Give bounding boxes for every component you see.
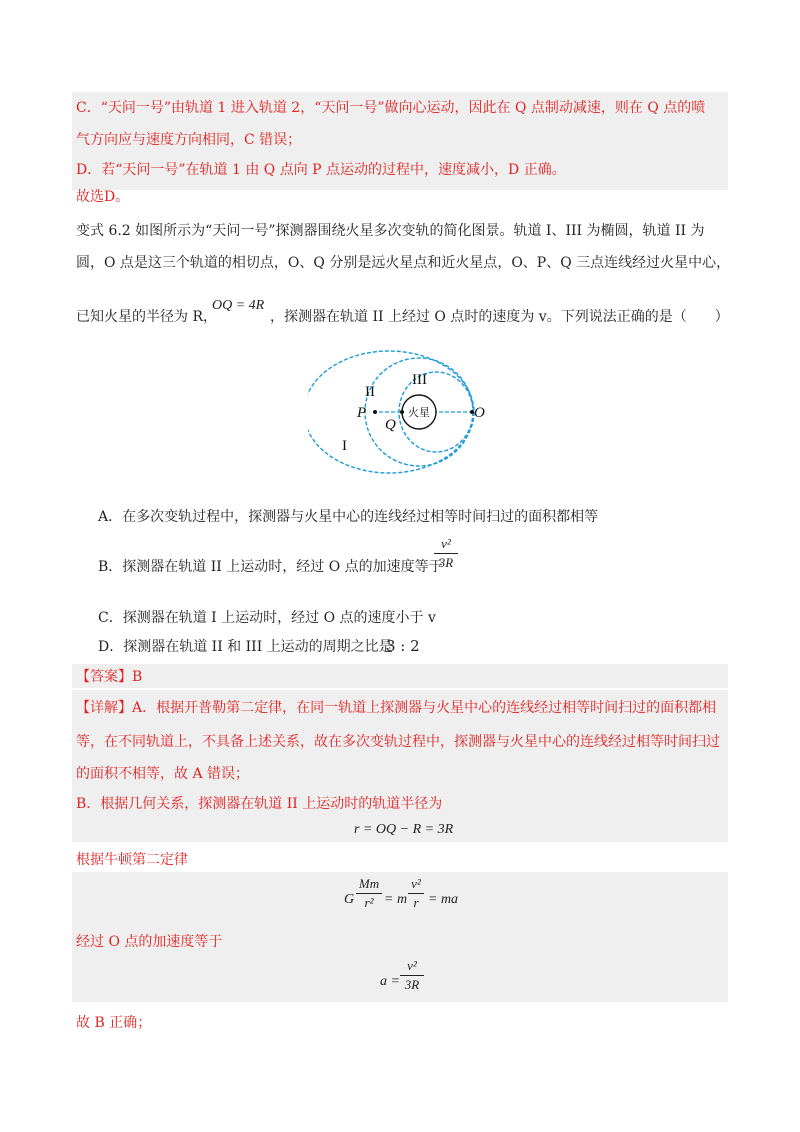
label-iii: III: [412, 372, 427, 388]
option-b-denominator: 3R: [438, 555, 454, 570]
label-p: P: [357, 405, 367, 421]
eq-v2r-fraction: v² r: [408, 876, 424, 911]
label-q: Q: [385, 417, 396, 433]
mars-label: 火星: [408, 407, 430, 419]
option-b-text: B．探测器在轨道 II 上运动时，经过 O 点的加速度等于: [98, 559, 443, 575]
option-b-numerator: v²: [441, 536, 451, 551]
detail-line3: 的面积不相等，故 A 错误；: [76, 766, 250, 782]
answer-c-line2: 气方向应与速度方向相同，C 错误；: [76, 132, 302, 148]
answer-label: 【答案】B: [76, 669, 143, 685]
label-ii: II: [365, 384, 375, 400]
newton-law: 根据牛顿第二定律: [76, 852, 188, 868]
eq-mm-fraction: Mm r²: [356, 876, 382, 911]
radius-formula: r = OQ − R = 3R: [354, 822, 454, 837]
option-b-fraction: [434, 536, 458, 571]
detail-b-line: B．根据几何关系，探测器在轨道 II 上运动时的轨道半径为: [76, 796, 443, 812]
option-c: C．探测器在轨道 I 上运动时，经过 O 点的速度小于 v: [98, 610, 436, 626]
question-line1: 变式 6.2 如图所示为“天问一号”探测器围绕火星多次变轨的简化图景。轨道 I、III 为椭圆，轨道 II 为: [76, 223, 705, 239]
a-fraction: v² 3R: [400, 958, 424, 993]
a-eq: a =: [380, 974, 400, 989]
label-i: I: [342, 438, 347, 454]
option-a: A．在多次变轨过程中，探测器与火星中心的连线经过相等时间扫过的面积都相等: [98, 509, 599, 525]
orbit-diagram: [308, 346, 528, 476]
point-p: [373, 410, 377, 414]
answer-d: D．若“天问一号”在轨道 1 由 Q 点向 P 点运动的过程中，速度减小，D 正确。: [76, 162, 566, 178]
conclusion: 故 B 正确；: [76, 1015, 152, 1031]
label-o: O: [474, 405, 485, 421]
point-q: [400, 410, 404, 414]
question-line3-a: 已知火星的半径为 R，: [76, 309, 217, 325]
question-formula-oq: OQ = 4R: [212, 298, 265, 313]
accel-text: 经过 O 点的加速度等于: [76, 934, 223, 950]
eq-m: = m: [384, 892, 408, 907]
question-line2: 圆，O 点是这三个轨道的相切点，O、Q 分别是远火星点和近火星点，O、P、Q 三点连线经过火星中心，: [76, 255, 731, 271]
answer-c-line1: C．“天问一号”由轨道 1 进入轨道 2，“天问一号”做向心运动，因此在 Q 点制动减速，则在 Q 点的喷: [76, 100, 706, 116]
eq-ma: = ma: [428, 892, 459, 907]
eq-g: G: [344, 892, 355, 907]
question-line3-b: ，探测器在轨道 II 上经过 O 点时的速度为 v。下列说法正确的是（ ）: [270, 309, 729, 325]
choose-answer: 故选D。: [76, 189, 130, 205]
detail-line2: 等，在不同轨道上，不具备上述关系，故在多次变轨过程中，探测器与火星中心的连线经过相等时间扫过: [76, 734, 720, 750]
detail-line1: 【详解】A．根据开普勒第二定律，在同一轨道上探测器与火星中心的连线经过相等时间扫过的面积都相: [76, 700, 717, 716]
solution-block-answer: [72, 664, 728, 688]
option-d-ratio: 3 : 2: [386, 637, 420, 655]
option-d-text: D．探测器在轨道 II 和 III 上运动的周期之比是: [98, 639, 393, 655]
